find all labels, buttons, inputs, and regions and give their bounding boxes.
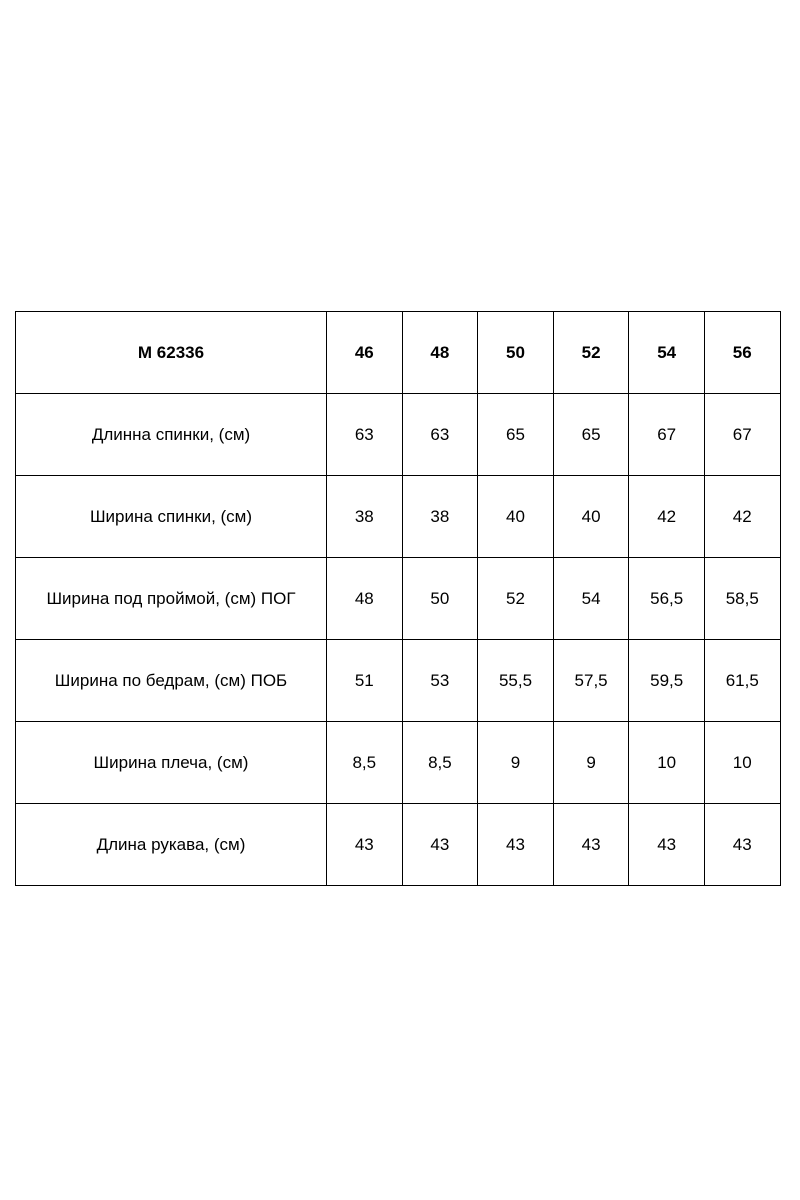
size-header: 46 xyxy=(327,312,403,394)
measurement-value: 57,5 xyxy=(553,640,629,722)
measurement-label: Ширина спинки, (см) xyxy=(16,476,327,558)
measurement-value: 67 xyxy=(629,394,705,476)
measurement-value: 9 xyxy=(478,722,554,804)
measurement-value: 43 xyxy=(327,804,403,886)
measurement-value: 42 xyxy=(629,476,705,558)
table-row xyxy=(16,722,781,804)
measurement-value: 40 xyxy=(553,476,629,558)
measurement-value: 53 xyxy=(402,640,478,722)
measurement-value: 63 xyxy=(402,394,478,476)
size-header: 56 xyxy=(704,312,780,394)
header-row xyxy=(16,312,781,394)
measurement-value: 56,5 xyxy=(629,558,705,640)
measurement-value: 40 xyxy=(478,476,554,558)
measurement-value: 43 xyxy=(402,804,478,886)
size-header: 48 xyxy=(402,312,478,394)
measurement-value: 67 xyxy=(704,394,780,476)
measurement-value: 51 xyxy=(327,640,403,722)
size-header: 54 xyxy=(629,312,705,394)
measurement-value: 8,5 xyxy=(402,722,478,804)
measurement-value: 38 xyxy=(402,476,478,558)
table-row xyxy=(16,476,781,558)
measurement-value: 9 xyxy=(553,722,629,804)
measurement-label: Ширина под проймой, (см) ПОГ xyxy=(16,558,327,640)
measurement-value: 38 xyxy=(327,476,403,558)
measurement-value: 65 xyxy=(553,394,629,476)
measurement-label: Ширина плеча, (см) xyxy=(16,722,327,804)
measurement-value: 43 xyxy=(704,804,780,886)
measurement-value: 59,5 xyxy=(629,640,705,722)
table-row xyxy=(16,558,781,640)
measurement-value: 61,5 xyxy=(704,640,780,722)
table-row xyxy=(16,804,781,886)
measurement-value: 43 xyxy=(553,804,629,886)
size-header: 52 xyxy=(553,312,629,394)
measurement-value: 54 xyxy=(553,558,629,640)
measurement-value: 52 xyxy=(478,558,554,640)
measurement-value: 55,5 xyxy=(478,640,554,722)
size-header: 50 xyxy=(478,312,554,394)
measurement-value: 8,5 xyxy=(327,722,403,804)
measurement-label: Длинна спинки, (см) xyxy=(16,394,327,476)
measurement-value: 50 xyxy=(402,558,478,640)
measurement-label: Длина рукава, (см) xyxy=(16,804,327,886)
size-chart-table xyxy=(15,311,781,886)
measurement-value: 58,5 xyxy=(704,558,780,640)
measurement-value: 10 xyxy=(704,722,780,804)
measurement-value: 10 xyxy=(629,722,705,804)
measurement-value: 42 xyxy=(704,476,780,558)
measurement-value: 63 xyxy=(327,394,403,476)
model-number: M 62336 xyxy=(16,312,327,394)
table-row xyxy=(16,394,781,476)
measurement-value: 48 xyxy=(327,558,403,640)
table-row xyxy=(16,640,781,722)
measurement-value: 65 xyxy=(478,394,554,476)
measurement-label: Ширина по бедрам, (см) ПОБ xyxy=(16,640,327,722)
measurement-value: 43 xyxy=(629,804,705,886)
measurement-value: 43 xyxy=(478,804,554,886)
